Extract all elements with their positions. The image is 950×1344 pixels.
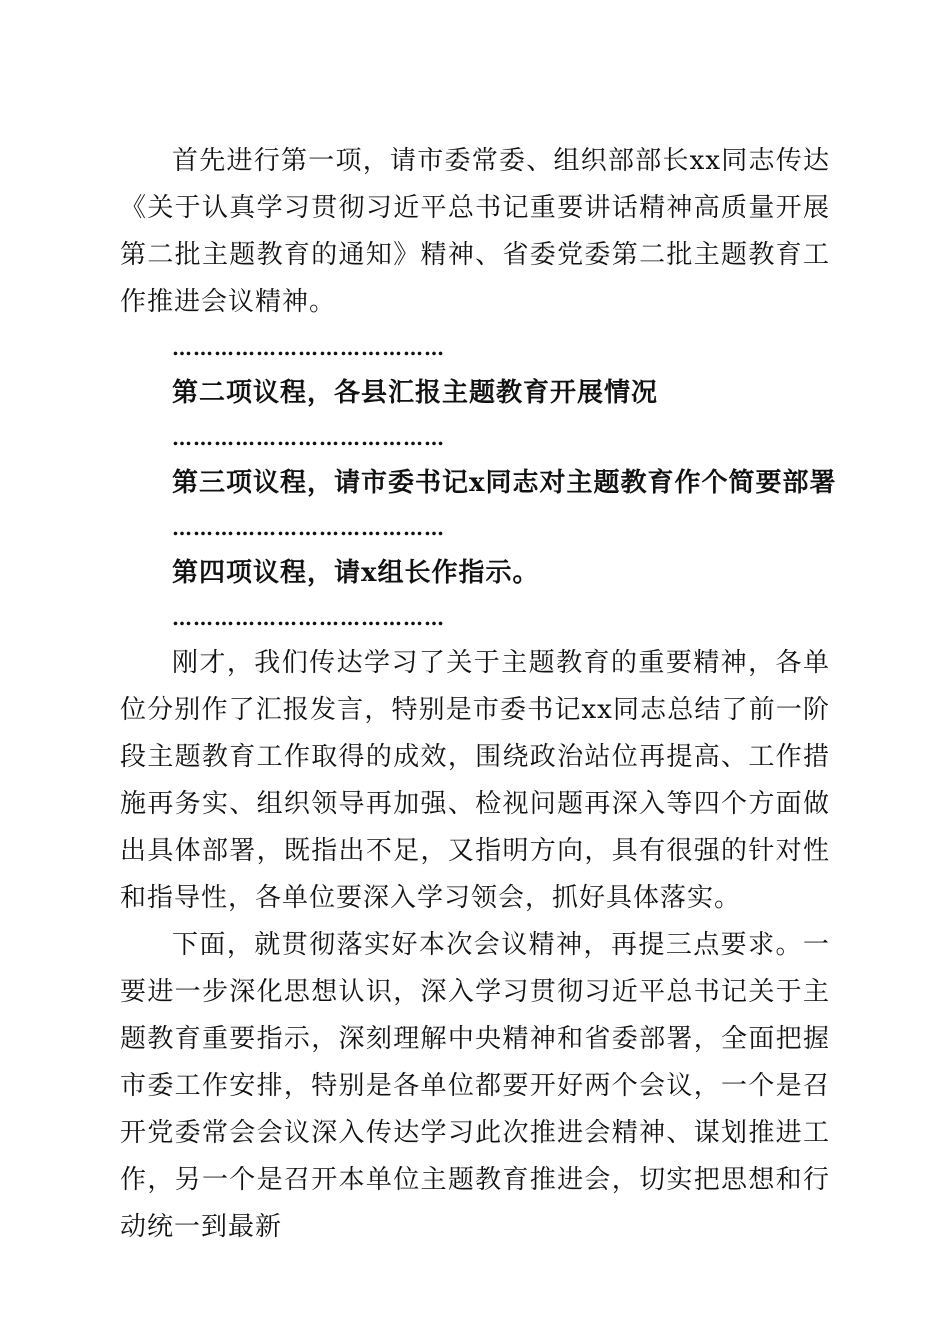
ellipsis-separator: …………………………………	[172, 426, 445, 450]
ellipsis-separator: …………………………………	[172, 336, 445, 360]
agenda-item-2: 第二项议程，各县汇报主题教育开展情况	[172, 378, 659, 408]
agenda-item-4: 第四项议程，请x组长作指示。	[172, 558, 540, 588]
paragraph-first-item: 首先进行第一项，请市委常委、组织部部长xx同志传达《关于认真学习贯彻习近平总书记重要讲话精神高质量开展第二批主题教育的通知》精神、省委党委第二批主题教育工作推进会议精神。	[120, 146, 830, 317]
ellipsis-separator: …………………………………	[172, 606, 445, 630]
document-page	[120, 138, 837, 1251]
agenda-item-3: 第三项议程，请市委书记x同志对主题教育作个简要部署	[172, 468, 837, 498]
ellipsis-separator: …………………………………	[172, 516, 445, 540]
paragraph-summary: 刚才，我们传达学习了关于主题教育的重要精神，各单位分别作了汇报发言，特别是市委书记xx同志总结了前一阶段主题教育工作取得的成效，围绕政治站位再提高、工作措施再务实、组织领导再加强、检视问题再深入等四个方面做出具体部署，既指出不足，又指明方向，具有很强的针对性和指导性，各单位要深入学习领会，抓好具体落实。	[120, 648, 830, 913]
paragraph-requirements: 下面，就贯彻落实好本次会议精神，再提三点要求。一要进一步深化思想认识，深入学习贯彻习近平总书记关于主题教育重要指示，深刻理解中央精神和省委部署，全面把握市委工作安排，特别是各单位都要开好两个会议，一个是召开党委常会会议深入传达学习此次推进会精神、谋划推进工作，另一个是召开本单位主题教育推进会，切实把思想和行动统一到最新	[120, 930, 830, 1242]
